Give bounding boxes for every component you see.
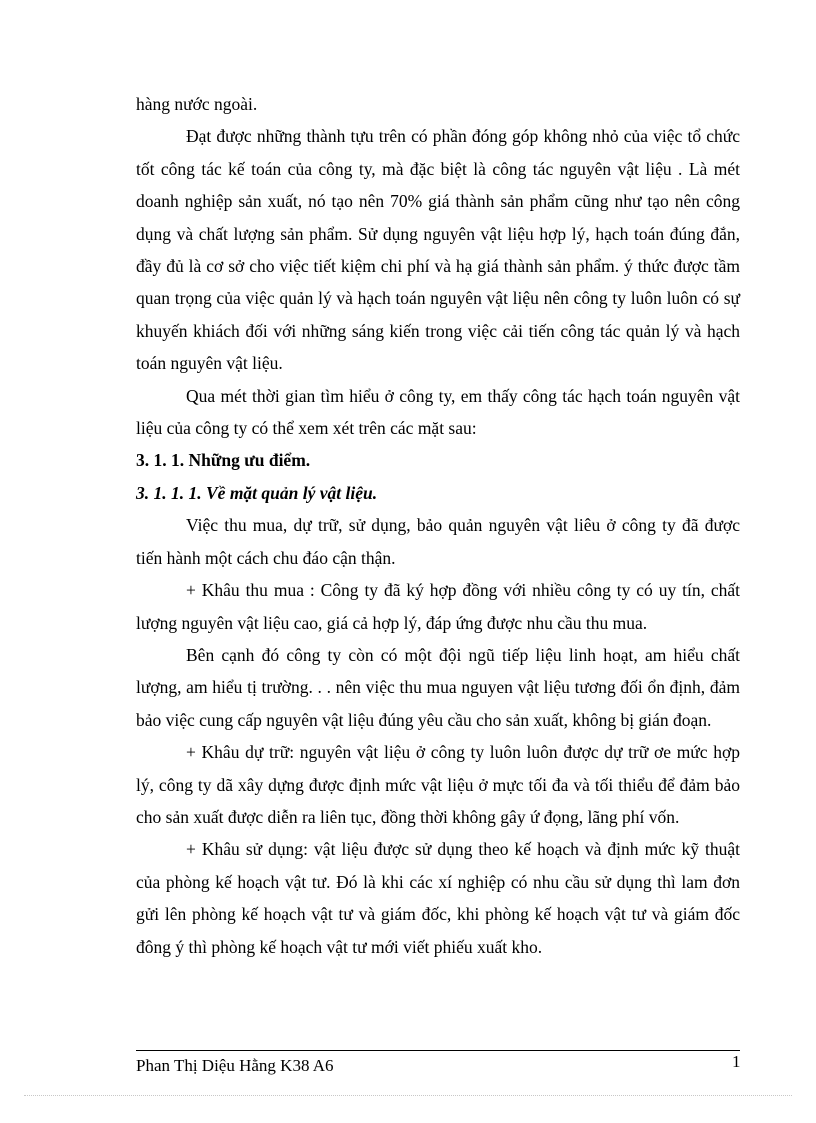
paragraph-continuation: hàng nước ngoài. <box>136 94 258 114</box>
section-heading: 3. 1. 1. Những ưu điểm. <box>136 450 311 471</box>
subsection-heading: 3. 1. 1. 1. Về mặt quản lý vật liệu. <box>136 482 378 503</box>
paragraph-reserves: + Khâu dự trữ: nguyên vật liệu ở công ty luôn luôn được dự trữ ơe mức hợp lý, công ty dã xây dựng được định mức vật liệu ở mực tối đa và tối thiểu để đảm bảo cho sản xuất được diễn ra liên tục, đồng thời không gây ứ đọng, lãng phí vốn. <box>136 742 740 827</box>
paragraph-review-intro: Qua mét thời gian tìm hiểu ở công ty, em thấy công tác hạch toán nguyên vật liệu của công ty có thể xem xét trên các mặt sau: <box>136 385 740 439</box>
page-number: 1 <box>732 1052 741 1071</box>
paragraph-supply-team: Bên cạnh đó công ty còn có một đội ngũ tiếp liệu linh hoạt, am hiểu chất lượng, am hiểu tị trường. . . nên việc thu mua nguyen vật liệu tương đối ổn định, đảm bảo việc cung cấp nguyên vật liệu đúng yêu cầu cho sản xuất, không bị gián đoạn. <box>136 644 740 730</box>
paragraph-achievements: Đạt được những thành tựu trên có phần đóng góp không nhỏ của việc tổ chức tốt công tác kế toán của công ty, mà đặc biệt là công tác nguyên vật liệu . Là mét doanh nghiệp sản xuất, nó tạo nên 70% giá thành sản phẩm cũng như tạo nên công dụng và chất lượng sản phẩm. Sử dụng nguyên vật liệu hợp lý, hạch toán đúng đắn, đầy đủ là cơ sở cho việc tiết kiệm chi phí và hạ giá thành sản phẩm. ý thức được tầm quan trọng của việc quản lý và hạch toán nguyên vật liệu nên công ty luôn luôn có sự khuyến khiách đối với những sáng kiến trong việc cải tiến công tác quản lý và hạch toán nguyên vật liệu. <box>136 126 740 374</box>
document-body <box>136 88 740 963</box>
footer-rule <box>136 1050 740 1051</box>
paragraph-usage: + Khâu sử dụng: vật liệu được sử dụng theo kế hoạch và định mức kỹ thuật của phòng kế hoạch vật tư. Đó là khi các xí nghiệp có nhu cầu sử dụng thì lam đơn gửi lên phòng kế hoạch vật tư và giám đốc, khi phòng kế hoạch vật tư và giám đốc đông ý thì phòng kế hoạch vật tư mới viết phiếu xuất kho. <box>136 839 740 957</box>
footer-author: Phan Thị Diệu Hằng K38 A6 <box>136 1056 334 1075</box>
paragraph-management: Việc thu mua, dự trữ, sử dụng, bảo quản nguyên vật liêu ở công ty đã được tiến hành một cách chu đáo cận thận. <box>136 515 740 568</box>
page-boundary <box>24 1095 792 1096</box>
paragraph-purchasing: + Khâu thu mua : Công ty đã ký hợp đồng với nhiều công ty có uy tín, chất lượng nguyên vật liệu cao, giá cả hợp lý, đáp ứng được nhu cầu thu mua. <box>136 580 740 633</box>
